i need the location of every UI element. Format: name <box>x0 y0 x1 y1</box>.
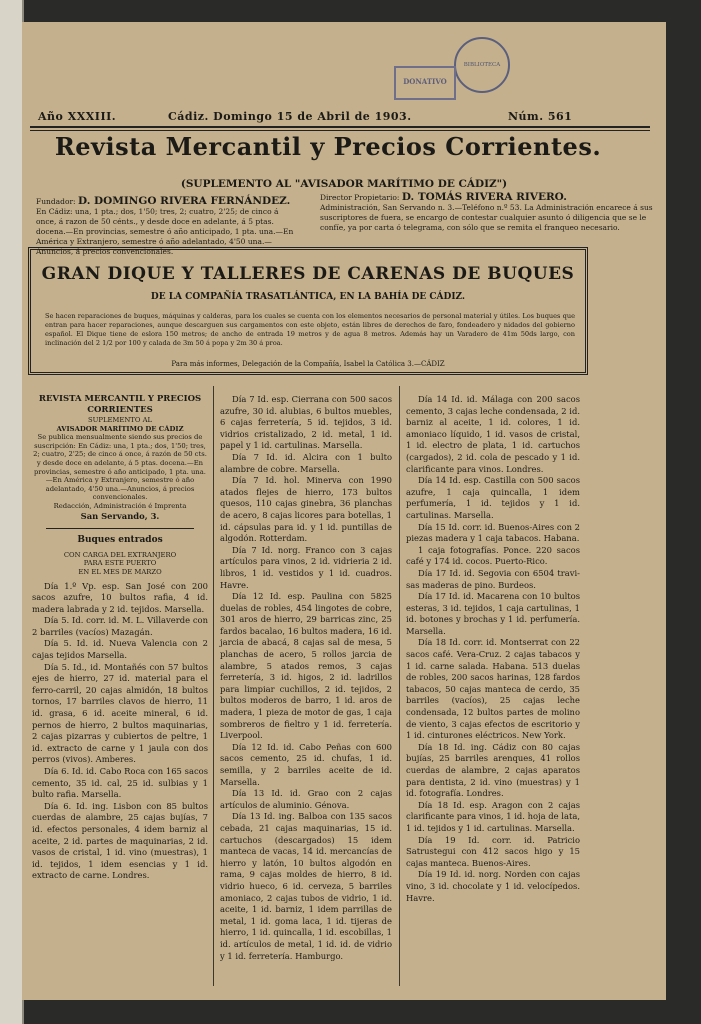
scan-left-margin <box>0 0 24 1024</box>
entry: Día 17 Id. id. Macarena con 10 bultos esteras, 3 id. tejidos, 1 caja cartulinas, 1 id. botones y brochas y 1 id. perfumería. Marsella. <box>406 591 580 636</box>
entry: Día 5. Id. id. Nueva Valencia con 2 cajas tejidos Marsella. <box>32 638 208 661</box>
cargo-line-1: CON CARGA DEL EXTRANJERO <box>63 550 177 559</box>
entry: 1 caja fotografías. Ponce. 220 sacos café y 174 id. cocos. Puerto-Rico. <box>406 544 580 567</box>
entry: Día 12 Id. id. Cabo Peñas con 600 sacos cemento, 25 id. chufas, 1 id. semilla, y 2 barriles aceite de id. Marsella. <box>220 741 392 787</box>
subscription-prices: En Cádiz: una, 1 pta.; dos, 1'50; tres, 2; cuatro, 2'25; de cinco á once, á razon de 50 cénts., y desde doce en adelante, á 5 ptas. docena.—En provincias, semestre ó año anticipado, 1 pta. una.—En América y Extranjero, semestre ó año adelantado, 4'50 una.—Anuncios, á precios convencionales. <box>36 207 294 256</box>
column-1 <box>32 394 208 882</box>
entry: Día 19 Id. id. norg. Norden con cajas vino, 3 id. chocolate y 1 id. velocípedos. Havre. <box>406 869 580 903</box>
col1-address-label: Redacción, Administración é Imprenta <box>53 501 187 510</box>
director-name: D. TOMÁS RIVERA RIVERO. <box>401 191 567 203</box>
entry: Día 14 Id. esp. Castilla con 500 sacos azufre, 1 caja quincalla, 1 idem perfumería, 1 id. tejidos y 1 id. cartulinas. Marsella. <box>406 475 580 520</box>
entry: Día 14 Id. id. Málaga con 200 sacos cemento, 3 cajas leche condensada, 2 id. barniz al aceite, 1 id. colores, 1 id. amoniaco líquido, 1 id. vasos de cristal, 1 id. electro de plata, 1 id. cartuchos (cargados), 2 id. cola de pescado y 1 id. clarificante para vinos. Londres. <box>406 394 580 474</box>
entry: Día 17 Id. id. Segovia con 6504 travi-sas maderas de pino. Burdeos. <box>406 567 580 590</box>
advertisement-box <box>28 247 588 375</box>
col1-info: Se publica mensualmente siendo sus precios de suscripción: En Cádiz: una, 1 pta.; dos, 1'50; tres, 2; cuatro, 2'25; de cinco á once, á razón de 50 cts. y desde doce en adelante, á 5 ptas. docena.—En provincias, semestre ó año anticipado, 1 pta. una.—En América y Extranjero, semestre ó año adelantado, 4'50 una.—Anuncios, á precios convencionales. <box>33 433 207 502</box>
year-label: Año XXXIII. <box>38 110 117 123</box>
entry: Día 7 Id. id. Alcira con 1 bulto alambre de cobre. Marsella. <box>220 451 392 474</box>
founder-name: D. DOMINGO RIVERA FERNÁNDEZ. <box>77 195 291 207</box>
entry: Día 5. Id. corr. id. M. L. Villaverde con 2 barriles (vacíos) Mazagán. <box>32 615 208 637</box>
administration-notice: Administración, San Servando n. 3.—Teléfono n.º 53. La Administración encarece á sus suscriptores de fuera, se encargo de contestar cualquier asunto ó diligencia que se le confíe, ya por carta ó telegrama, con sólo que se remita el franqueo necesario. <box>320 203 653 232</box>
date-label: Cádiz. Domingo 15 de Abril de 1903. <box>168 110 412 123</box>
ad-subtitle: DE LA COMPAÑÍA TRASATLÁNTICA, EN LA BAHÍA DE CÁDIZ. <box>150 292 466 302</box>
section-heading: Buques entrados <box>77 535 163 546</box>
entry: Día 1.º Vp. esp. San José con 200 sacos azufre, 10 bultos rafia, 4 id. madera labrada y 2 id. tejidos. Marsella. <box>32 580 208 614</box>
publication-title: Revista Mercantil y Precios Corrientes. <box>54 132 602 161</box>
column-divider-1 <box>213 386 214 986</box>
library-stamp-round <box>454 37 510 93</box>
entry: Día 13 Id. id. Grao con 2 cajas artículos de aluminio. Génova. <box>220 788 392 810</box>
column-3 <box>406 394 580 904</box>
director-block <box>320 192 656 233</box>
col1-supp2: AVISADOR MARÍTIMO DE CÁDIZ <box>56 424 184 433</box>
entry: Día 7 Id. esp. Cierrana con 500 sacos azufre, 30 id. alubias, 6 bultos muebles, 6 cajas ferretería, 5 id. tejidos, 3 id. vidrios cristalizado, 2 id. metal, 1 id. papel y 1 id. cartulinas. Marsella. <box>220 394 392 451</box>
ad-contact: Para más informes, Delegación de la Compañía, Isabel la Católica 3.—CÁDIZ <box>171 360 445 368</box>
col1-supp: SUPLEMENTO AL <box>88 416 152 424</box>
stamp-text: BIBLIOTECA <box>463 62 501 68</box>
entry: Día 7 Id. norg. Franco con 3 cajas artículos para vinos, 2 id. vidrieria 2 id. libros, 1 id. vestidos y 1 id. cuadros. Havre. <box>220 544 392 590</box>
donation-stamp <box>394 66 456 100</box>
entry: Día 6. Id. id. Cabo Roca con 165 sacos cemento, 35 id. cal, 25 id. sulbias y 1 bulto rafia. Marsella. <box>32 766 208 800</box>
masthead-rule-thin <box>30 130 650 131</box>
masthead-rule-top <box>30 126 650 128</box>
entry: Día 6. Id. ing. Lisbon con 85 bultos cuerdas de alambre, 25 cajas bujías, 7 id. efectos personales, 4 idem barniz al aceite, 2 id. partes de maquinarias, 2 id. vasos de cristal, 1 id. vino (muestras), 1 id. tejidos, 1 idem esencias y 1 id. extracto de carne. Londres. <box>32 800 208 881</box>
issue-number: Núm. 561 <box>508 110 573 123</box>
column-divider-2 <box>399 386 400 986</box>
ad-title: GRAN DIQUE Y TALLERES DE CARENAS DE BUQUES <box>41 264 575 284</box>
stamp-rect-text: DONATIVO <box>403 77 447 86</box>
publication-subtitle: (SUPLEMENTO AL "AVISADOR MARÍTIMO DE CÁDIZ") <box>180 178 508 190</box>
entry: Día 12 Id. esp. Paulina con 5825 duelas de robles, 454 lingotes de cobre, 301 aros de hierro, 29 barricas zinc, 25 fardos bacalao, 16 bultos madera, 16 id. jarcia de abacá, 8 cajas sal de mesa, 5 planchas de acero, 5 rollos jarcia de alambre, 5 atados remos, 3 cajas ferretería, 3 id. higos, 2 id. ladrillos para limpiar cuchillos, 2 id. tejidos, 2 bultos moderos de barro, 1 id. aros de madera, 1 pieza de motor de gas, 1 caja sombreros de fieltro y 1 id. ferretería. Liverpool. <box>220 591 392 741</box>
entry: Día 5. Id., id. Montañés con 57 bultos ejes de hierro, 27 id. material para el ferro-carril, 20 cajas almidón, 18 bultos tornos, 17 barriles clavos de hierro, 11 id. grasa, 6 id. aceite mineral, 6 id. pernos de hierro, 2 bultos maquinarias, 2 cajas pizarras y cubiertos de peltre, 1 id. extracto de carne y 1 jaula con dos perros (vivos). Amberes. <box>32 661 208 765</box>
newspaper-page <box>22 22 666 1000</box>
col1-address: San Servando, 3. <box>80 510 160 521</box>
cargo-line-3: EN EL MES DE MARZO <box>78 567 162 576</box>
director-label: Director Propietario: <box>320 193 400 202</box>
entry: Día 7 Id. hol. Minerva con 1990 atados flejes de hierro, 173 bultos quesos, 110 cajas ginebra, 36 planchas de acero, 8 cajas licores para botellas, 1 id. cápsulas para id. y 1 id. puntillas de algodón. Rotterdam. <box>220 475 392 544</box>
col1-separator <box>46 528 194 529</box>
entry: Día 15 Id. corr. id. Buenos-Aires con 2 piezas madera y 1 caja tabacos. Habana. <box>406 521 580 544</box>
entry: Día 18 Id. ing. Cádiz con 80 cajas bujías, 25 barriles arenques, 41 rollos cuerdas de alambre, 2 cajas aparatos para dentista, 2 id. vino (muestras) y 1 id. fotografía. Londres. <box>406 741 580 799</box>
cargo-line-2: PARA ESTE PUERTO <box>83 559 157 568</box>
ad-body: Se hacen reparaciones de buques, máquinas y calderas, para los cuales se cuenta con los elementos necesarios de personal material y útiles. Los buques que entran para hacer reparaciones, aunque descarguen sus cargamentos con este objeto, están libres de derechos de faro, fondeadero y nidados del gobierno español. El Dique tiene de eslora 150 metros; de ancho de entrada 19 metros y de agua 8 metros. Además hay un Varadero de 41m 50ds largo, con inclinación del 2 1/2 por 100 y calada de 3m 50 á popa y 2m 30 á proa. <box>45 312 575 347</box>
founder-label: Fundador: <box>36 197 76 206</box>
col1-heading: REVISTA MERCANTIL Y PRECIOS CORRIENTES <box>38 394 202 415</box>
entry: Día 13 Id. ing. Balboa con 135 sacos cebada, 21 cajas maquinarias, 15 id. cartuchos (descargados) 15 idem manteca de vacas, 14 id. mercancías de hierro y latón, 10 bultos algodón en rama, 9 cajas moldes de hierro, 8 id. vidrio hueco, 6 id. cerveza, 5 barriles amoniaco, 2 cajas tubos de vidrio, 1 id. aceite, 1 id. barniz, 1 idem parrillas de metal, 1 id. goma laca, 1 id. tijeras de hierro, 1 id. quincalla, 1 id. escobillas, 1 id. artículos de metal, 1 id. id. de vidrio y 1 id. ferretería. Hamburgo. <box>220 811 392 961</box>
column-2 <box>220 394 392 962</box>
entry: Día 18 Id. corr. id. Montserrat con 22 sacos café. Vera-Cruz. 2 cajas tabacos y 1 id. carne salada. Habana. 513 duelas de robles, 200 sacos harinas, 128 fardos tabacos, 50 cajas manteca de cerdo, 35 barriles (vacíos), 25 cajas leche condensada, 12 bultos partes de molino de viento, 3 cajas efectos de escritorio y 1 id. cinturones eléctricos. New York. <box>406 637 580 741</box>
entry: Día 19 Id. corr. id. Patricio Satrustegui con 412 sacos higo y 15 cajas manteca. Buenos-Aires. <box>406 834 580 868</box>
entry: Día 18 Id. esp. Aragon con 2 cajas clarificante para vinos, 1 id. hoja de lata, 1 id. tejidos y 1 id. cartulinas. Marsella. <box>406 799 580 833</box>
